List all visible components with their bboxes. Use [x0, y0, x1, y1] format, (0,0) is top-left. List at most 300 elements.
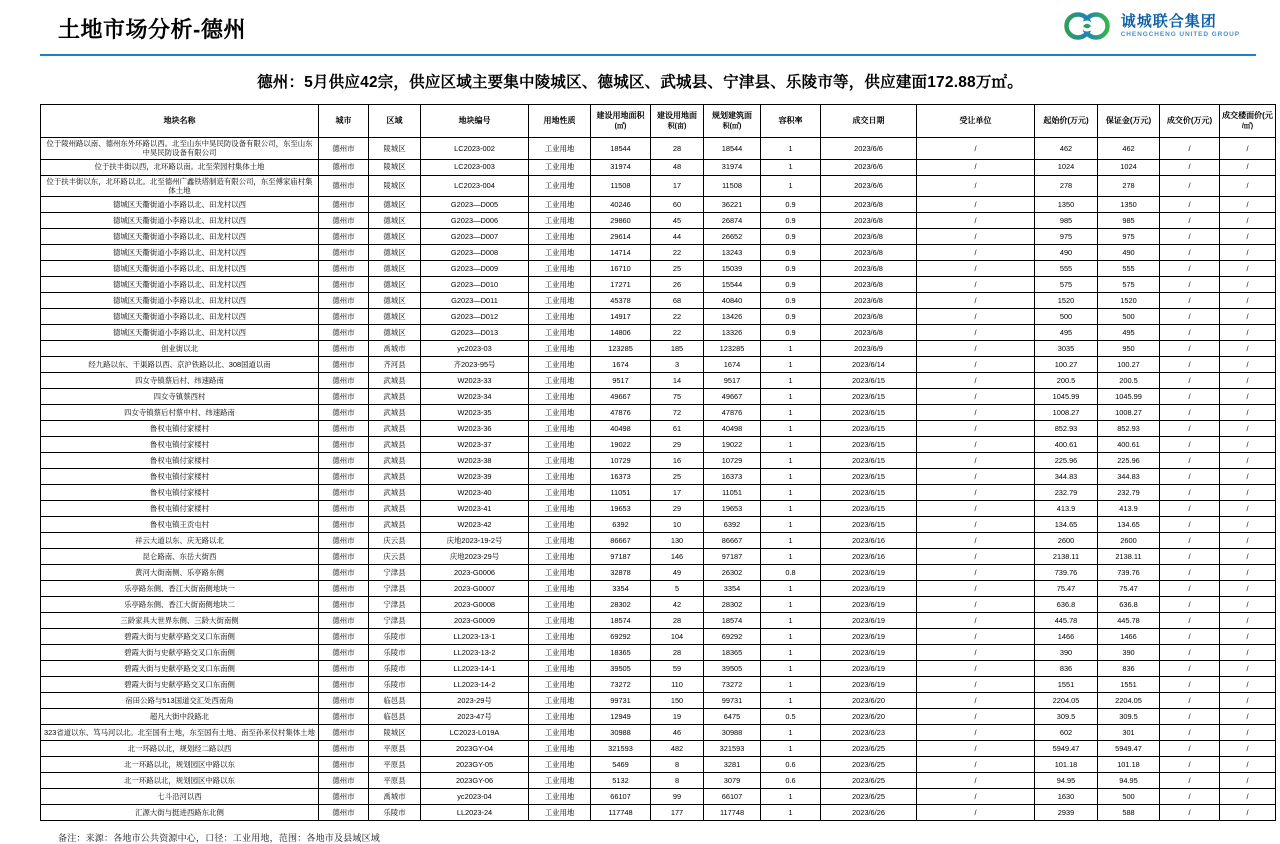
cell-plot-name: 德城区天衢街道小李路以北、田龙村以西	[41, 293, 319, 309]
cell-plot-name: 鲁权屯镇付家楼村	[41, 469, 319, 485]
cell-c4: 工业用地	[529, 341, 591, 357]
cell-c2: 武城县	[369, 389, 421, 405]
cell-c10: /	[917, 629, 1035, 645]
cell-c13: /	[1160, 293, 1220, 309]
cell-c1: 德州市	[319, 159, 369, 175]
cell-plot-name: 位于扶丰街以西，北环路以南。北至荣园村集体土地	[41, 159, 319, 175]
cell-c4: 工业用地	[529, 789, 591, 805]
cell-c14: /	[1220, 261, 1276, 277]
cell-plot-name: 德城区天衢街道小李路以北、田龙村以西	[41, 325, 319, 341]
cell-c1: 德州市	[319, 197, 369, 213]
cell-c5: 31974	[591, 159, 651, 175]
cell-c7: 73272	[704, 677, 761, 693]
cell-c8: 1	[761, 357, 821, 373]
cell-c13: /	[1160, 805, 1220, 821]
cell-c3: LC2023-L019A	[421, 725, 529, 741]
cell-c6: 25	[651, 261, 704, 277]
cell-plot-name: 323省道以东、笃马河以北。北至国有土地，东至国有土地、南至孙来仪村集体土地	[41, 725, 319, 741]
cell-c13: /	[1160, 725, 1220, 741]
cell-c11: 75.47	[1035, 581, 1098, 597]
cell-c3: 2023GY-06	[421, 773, 529, 789]
column-header-9: 成交日期	[821, 105, 917, 138]
cell-c9: 2023/6/16	[821, 549, 917, 565]
cell-c3: LL2023-14-1	[421, 661, 529, 677]
cell-c14: /	[1220, 613, 1276, 629]
cell-c9: 2023/6/8	[821, 325, 917, 341]
cell-c2: 临邑县	[369, 709, 421, 725]
cell-plot-name: 碧霞大街与史献亭路交叉口东南侧	[41, 661, 319, 677]
cell-c2: 武城县	[369, 421, 421, 437]
cell-c2: 宁津县	[369, 581, 421, 597]
cell-c7: 13426	[704, 309, 761, 325]
cell-c5: 49667	[591, 389, 651, 405]
cell-c7: 1674	[704, 357, 761, 373]
cell-c4: 工业用地	[529, 581, 591, 597]
cell-c12: 390	[1098, 645, 1160, 661]
cell-c9: 2023/6/19	[821, 565, 917, 581]
cell-c10: /	[917, 501, 1035, 517]
cell-c14: /	[1220, 597, 1276, 613]
cell-c6: 16	[651, 453, 704, 469]
cell-c1: 德州市	[319, 613, 369, 629]
cell-c1: 德州市	[319, 581, 369, 597]
cell-c10: /	[917, 421, 1035, 437]
cell-plot-name: 四女寺镇蔡后村、纬速路南	[41, 373, 319, 389]
cell-c14: /	[1220, 325, 1276, 341]
cell-plot-name: 鲁权屯镇付家楼村	[41, 453, 319, 469]
cell-c10: /	[917, 357, 1035, 373]
cell-c9: 2023/6/20	[821, 709, 917, 725]
cell-c8: 0.9	[761, 293, 821, 309]
table-row	[41, 805, 1276, 821]
cell-plot-name: 位于陵州路以南、德州东外环路以西。北至山东中昊民防设备有限公司，东至山东中昊民防设备有限公司	[41, 138, 319, 160]
cell-c5: 14917	[591, 309, 651, 325]
cell-c10: /	[917, 709, 1035, 725]
table-row	[41, 581, 1276, 597]
cell-c14: /	[1220, 645, 1276, 661]
cell-c5: 86667	[591, 533, 651, 549]
cell-c9: 2023/6/19	[821, 581, 917, 597]
cell-c14: /	[1220, 757, 1276, 773]
cell-c9: 2023/6/14	[821, 357, 917, 373]
cell-c1: 德州市	[319, 725, 369, 741]
cell-c7: 15544	[704, 277, 761, 293]
cell-c13: /	[1160, 693, 1220, 709]
cell-c2: 庆云县	[369, 533, 421, 549]
cell-c10: /	[917, 613, 1035, 629]
cell-c10: /	[917, 197, 1035, 213]
cell-c10: /	[917, 159, 1035, 175]
cell-c7: 26652	[704, 229, 761, 245]
cell-c9: 2023/6/6	[821, 159, 917, 175]
cell-c1: 德州市	[319, 709, 369, 725]
cell-c8: 1	[761, 138, 821, 160]
cell-c5: 123285	[591, 341, 651, 357]
cell-c13: /	[1160, 741, 1220, 757]
cell-c3: G2023—D005	[421, 197, 529, 213]
land-supply-table-container	[0, 104, 1280, 821]
cell-c4: 工业用地	[529, 453, 591, 469]
table-row	[41, 261, 1276, 277]
cell-c5: 3354	[591, 581, 651, 597]
cell-c9: 2023/6/9	[821, 341, 917, 357]
cell-c4: 工业用地	[529, 773, 591, 789]
cell-c10: /	[917, 261, 1035, 277]
cell-c10: /	[917, 389, 1035, 405]
cell-c3: LC2023-003	[421, 159, 529, 175]
cell-c1: 德州市	[319, 138, 369, 160]
header-divider	[40, 54, 1256, 56]
cell-c6: 46	[651, 725, 704, 741]
table-row	[41, 789, 1276, 805]
cell-c6: 19	[651, 709, 704, 725]
cell-c7: 11051	[704, 485, 761, 501]
cell-c1: 德州市	[319, 229, 369, 245]
cell-c4: 工业用地	[529, 725, 591, 741]
cell-plot-name: 四女寺镇蔡西村	[41, 389, 319, 405]
cell-c12: 1551	[1098, 677, 1160, 693]
cell-c13: /	[1160, 645, 1220, 661]
cell-c3: LC2023-004	[421, 175, 529, 197]
cell-c10: /	[917, 341, 1035, 357]
cell-c12: 5949.47	[1098, 741, 1160, 757]
cell-c7: 40498	[704, 421, 761, 437]
cell-c9: 2023/6/8	[821, 277, 917, 293]
cell-c1: 德州市	[319, 261, 369, 277]
cell-c10: /	[917, 677, 1035, 693]
cell-c12: 636.8	[1098, 597, 1160, 613]
cell-plot-name: 北一环路以北，规划经二路以西	[41, 741, 319, 757]
column-header-8: 容积率	[761, 105, 821, 138]
cell-c11: 636.8	[1035, 597, 1098, 613]
cell-c3: W2023-33	[421, 373, 529, 389]
cell-c6: 10	[651, 517, 704, 533]
cell-c14: /	[1220, 453, 1276, 469]
cell-c2: 乐陵市	[369, 661, 421, 677]
cell-c3: G2023—D013	[421, 325, 529, 341]
cell-c4: 工业用地	[529, 293, 591, 309]
cell-c4: 工业用地	[529, 597, 591, 613]
cell-c5: 117748	[591, 805, 651, 821]
cell-c4: 工业用地	[529, 661, 591, 677]
table-row	[41, 565, 1276, 581]
column-header-12: 保证金(万元)	[1098, 105, 1160, 138]
table-row	[41, 533, 1276, 549]
cell-c2: 德城区	[369, 229, 421, 245]
cell-c10: /	[917, 213, 1035, 229]
cell-c8: 0.5	[761, 709, 821, 725]
cell-c10: /	[917, 805, 1035, 821]
cell-plot-name: 碧霞大街与史献亭路交叉口东南侧	[41, 629, 319, 645]
cell-c6: 3	[651, 357, 704, 373]
cell-c10: /	[917, 581, 1035, 597]
cell-c14: /	[1220, 549, 1276, 565]
cell-c14: /	[1220, 309, 1276, 325]
cell-c2: 乐陵市	[369, 677, 421, 693]
cell-c4: 工业用地	[529, 709, 591, 725]
cell-c3: LL2023-13-2	[421, 645, 529, 661]
cell-c7: 9517	[704, 373, 761, 389]
cell-c6: 26	[651, 277, 704, 293]
cell-c6: 29	[651, 501, 704, 517]
table-row	[41, 725, 1276, 741]
cell-c3: yc2023-03	[421, 341, 529, 357]
cell-c6: 28	[651, 613, 704, 629]
cell-c11: 400.61	[1035, 437, 1098, 453]
cell-c3: W2023-38	[421, 453, 529, 469]
cell-c14: /	[1220, 709, 1276, 725]
cell-c2: 临邑县	[369, 693, 421, 709]
cell-c10: /	[917, 138, 1035, 160]
cell-c13: /	[1160, 437, 1220, 453]
cell-c9: 2023/6/8	[821, 245, 917, 261]
table-row	[41, 677, 1276, 693]
cell-c8: 1	[761, 613, 821, 629]
cell-c9: 2023/6/19	[821, 645, 917, 661]
cell-c11: 1008.27	[1035, 405, 1098, 421]
cell-c11: 413.9	[1035, 501, 1098, 517]
cell-c3: 2023GY-04	[421, 741, 529, 757]
cell-c13: /	[1160, 565, 1220, 581]
cell-c14: /	[1220, 293, 1276, 309]
cell-c8: 1	[761, 597, 821, 613]
cell-c5: 6392	[591, 517, 651, 533]
table-body	[41, 138, 1276, 821]
cell-plot-name: 德城区天衢街道小李路以北、田龙村以西	[41, 229, 319, 245]
cell-c3: G2023—D011	[421, 293, 529, 309]
cell-c7: 3354	[704, 581, 761, 597]
cell-c5: 16710	[591, 261, 651, 277]
cell-c2: 德城区	[369, 261, 421, 277]
cell-c2: 乐陵市	[369, 629, 421, 645]
cell-c9: 2023/6/26	[821, 805, 917, 821]
column-header-14	[1220, 105, 1276, 138]
cell-plot-name: 德城区天衢街道小李路以北、田龙村以西	[41, 213, 319, 229]
cell-c13: /	[1160, 613, 1220, 629]
header-line-1: 建设用地面	[657, 110, 697, 120]
cell-c6: 49	[651, 565, 704, 581]
cell-c11: 495	[1035, 325, 1098, 341]
cell-c6: 59	[651, 661, 704, 677]
cell-c1: 德州市	[319, 485, 369, 501]
cell-c5: 11051	[591, 485, 651, 501]
page-title: 土地市场分析-德州	[58, 16, 246, 42]
cell-c10: /	[917, 661, 1035, 677]
cell-c8: 1	[761, 789, 821, 805]
cell-c1: 德州市	[319, 645, 369, 661]
cell-c4: 工业用地	[529, 405, 591, 421]
cell-c12: 94.95	[1098, 773, 1160, 789]
cell-c9: 2023/6/19	[821, 597, 917, 613]
cell-c2: 陵城区	[369, 175, 421, 197]
cell-c7: 18365	[704, 645, 761, 661]
cell-c3: LL2023-13-1	[421, 629, 529, 645]
table-row	[41, 469, 1276, 485]
cell-plot-name: 德城区天衢街道小李路以北、田龙村以西	[41, 197, 319, 213]
cell-c10: /	[917, 405, 1035, 421]
cell-c13: /	[1160, 357, 1220, 373]
cell-c3: 2023-29号	[421, 693, 529, 709]
cell-c7: 3079	[704, 773, 761, 789]
cell-c14: /	[1220, 437, 1276, 453]
cell-c7: 3281	[704, 757, 761, 773]
cell-c2: 平原县	[369, 757, 421, 773]
cell-c12: 225.96	[1098, 453, 1160, 469]
column-header-1: 城市	[319, 105, 369, 138]
cell-c4: 工业用地	[529, 389, 591, 405]
cell-c8: 0.9	[761, 245, 821, 261]
cell-c7: 123285	[704, 341, 761, 357]
cell-c5: 47876	[591, 405, 651, 421]
cell-plot-name: 宿田公路与513国道交汇处西南角	[41, 693, 319, 709]
cell-c10: /	[917, 309, 1035, 325]
table-row	[41, 741, 1276, 757]
column-header-0: 地块名称	[41, 105, 319, 138]
cell-c14: /	[1220, 159, 1276, 175]
cell-c13: /	[1160, 677, 1220, 693]
cell-c3: W2023-36	[421, 421, 529, 437]
cell-c2: 宁津县	[369, 565, 421, 581]
cell-c12: 75.47	[1098, 581, 1160, 597]
column-header-6	[651, 105, 704, 138]
cell-c4: 工业用地	[529, 197, 591, 213]
cell-c7: 36221	[704, 197, 761, 213]
cell-c8: 1	[761, 677, 821, 693]
cell-c1: 德州市	[319, 245, 369, 261]
cell-c1: 德州市	[319, 501, 369, 517]
cell-c2: 德城区	[369, 245, 421, 261]
cell-c3: 2023GY-05	[421, 757, 529, 773]
cell-c2: 武城县	[369, 373, 421, 389]
cell-c9: 2023/6/6	[821, 175, 917, 197]
cell-c5: 29614	[591, 229, 651, 245]
cell-c14: /	[1220, 517, 1276, 533]
cell-c1: 德州市	[319, 661, 369, 677]
table-row	[41, 629, 1276, 645]
cell-c9: 2023/6/19	[821, 677, 917, 693]
cell-c2: 庆云县	[369, 549, 421, 565]
cell-c10: /	[917, 773, 1035, 789]
cell-c3: 2023-G0008	[421, 597, 529, 613]
cell-c2: 武城县	[369, 501, 421, 517]
cell-c7: 11508	[704, 175, 761, 197]
cell-c7: 69292	[704, 629, 761, 645]
cell-c3: W2023-42	[421, 517, 529, 533]
cell-c10: /	[917, 597, 1035, 613]
cell-c13: /	[1160, 581, 1220, 597]
header-line-2: /㎡)	[1241, 122, 1254, 130]
table-row	[41, 245, 1276, 261]
cell-c4: 工业用地	[529, 629, 591, 645]
cell-c4: 工业用地	[529, 138, 591, 160]
cell-c1: 德州市	[319, 533, 369, 549]
cell-c11: 200.5	[1035, 373, 1098, 389]
cell-c11: 1551	[1035, 677, 1098, 693]
cell-c5: 45378	[591, 293, 651, 309]
cell-c11: 852.93	[1035, 421, 1098, 437]
cell-c8: 1	[761, 453, 821, 469]
table-row	[41, 341, 1276, 357]
cell-c1: 德州市	[319, 597, 369, 613]
cell-c11: 309.5	[1035, 709, 1098, 725]
cell-c1: 德州市	[319, 741, 369, 757]
cell-c11: 1024	[1035, 159, 1098, 175]
cell-plot-name: 德城区天衢街道小李路以北、田龙村以西	[41, 309, 319, 325]
cell-c13: /	[1160, 517, 1220, 533]
cell-c2: 德城区	[369, 213, 421, 229]
cell-c8: 1	[761, 645, 821, 661]
cell-c14: /	[1220, 661, 1276, 677]
table-row	[41, 197, 1276, 213]
cell-c12: 2138.11	[1098, 549, 1160, 565]
cell-c14: /	[1220, 373, 1276, 389]
cell-c8: 1	[761, 373, 821, 389]
cell-c1: 德州市	[319, 629, 369, 645]
cell-c10: /	[917, 277, 1035, 293]
table-row	[41, 421, 1276, 437]
cell-c6: 28	[651, 645, 704, 661]
cell-c6: 44	[651, 229, 704, 245]
cell-c9: 2023/6/25	[821, 757, 917, 773]
cell-c9: 2023/6/15	[821, 421, 917, 437]
cell-c9: 2023/6/15	[821, 501, 917, 517]
cell-c6: 177	[651, 805, 704, 821]
cell-c8: 1	[761, 581, 821, 597]
cell-plot-name: 四女寺镇蔡后村蔡中村、纬速路南	[41, 405, 319, 421]
cell-c9: 2023/6/19	[821, 613, 917, 629]
cell-c11: 94.95	[1035, 773, 1098, 789]
cell-c5: 17271	[591, 277, 651, 293]
cell-c6: 482	[651, 741, 704, 757]
cell-plot-name: 碧霞大街与史献亭路交叉口东南侧	[41, 645, 319, 661]
column-header-4: 用地性质	[529, 105, 591, 138]
cell-c2: 德城区	[369, 325, 421, 341]
cell-c7: 321593	[704, 741, 761, 757]
cell-c7: 26874	[704, 213, 761, 229]
cell-c8: 1	[761, 341, 821, 357]
cell-c13: /	[1160, 325, 1220, 341]
cell-c13: /	[1160, 789, 1220, 805]
cell-c11: 344.83	[1035, 469, 1098, 485]
cell-c6: 61	[651, 421, 704, 437]
cell-c8: 0.9	[761, 309, 821, 325]
cell-c3: G2023—D012	[421, 309, 529, 325]
cell-c14: /	[1220, 533, 1276, 549]
cell-c12: 462	[1098, 138, 1160, 160]
table-row	[41, 709, 1276, 725]
cell-c6: 150	[651, 693, 704, 709]
cell-c1: 德州市	[319, 293, 369, 309]
cell-c9: 2023/6/25	[821, 741, 917, 757]
cell-c1: 德州市	[319, 405, 369, 421]
cell-plot-name: 超凡大街中段路北	[41, 709, 319, 725]
cell-c13: /	[1160, 405, 1220, 421]
cell-c12: 555	[1098, 261, 1160, 277]
cell-c6: 72	[651, 405, 704, 421]
table-header	[41, 105, 1276, 138]
cell-c11: 225.96	[1035, 453, 1098, 469]
cell-c5: 40246	[591, 197, 651, 213]
cell-c2: 武城县	[369, 405, 421, 421]
cell-c5: 11508	[591, 175, 651, 197]
cell-c8: 1	[761, 741, 821, 757]
cell-c6: 130	[651, 533, 704, 549]
cell-c3: W2023-37	[421, 437, 529, 453]
cell-c5: 14714	[591, 245, 651, 261]
cell-c11: 1520	[1035, 293, 1098, 309]
cell-c3: 庆地2023-19-2号	[421, 533, 529, 549]
table-row	[41, 661, 1276, 677]
